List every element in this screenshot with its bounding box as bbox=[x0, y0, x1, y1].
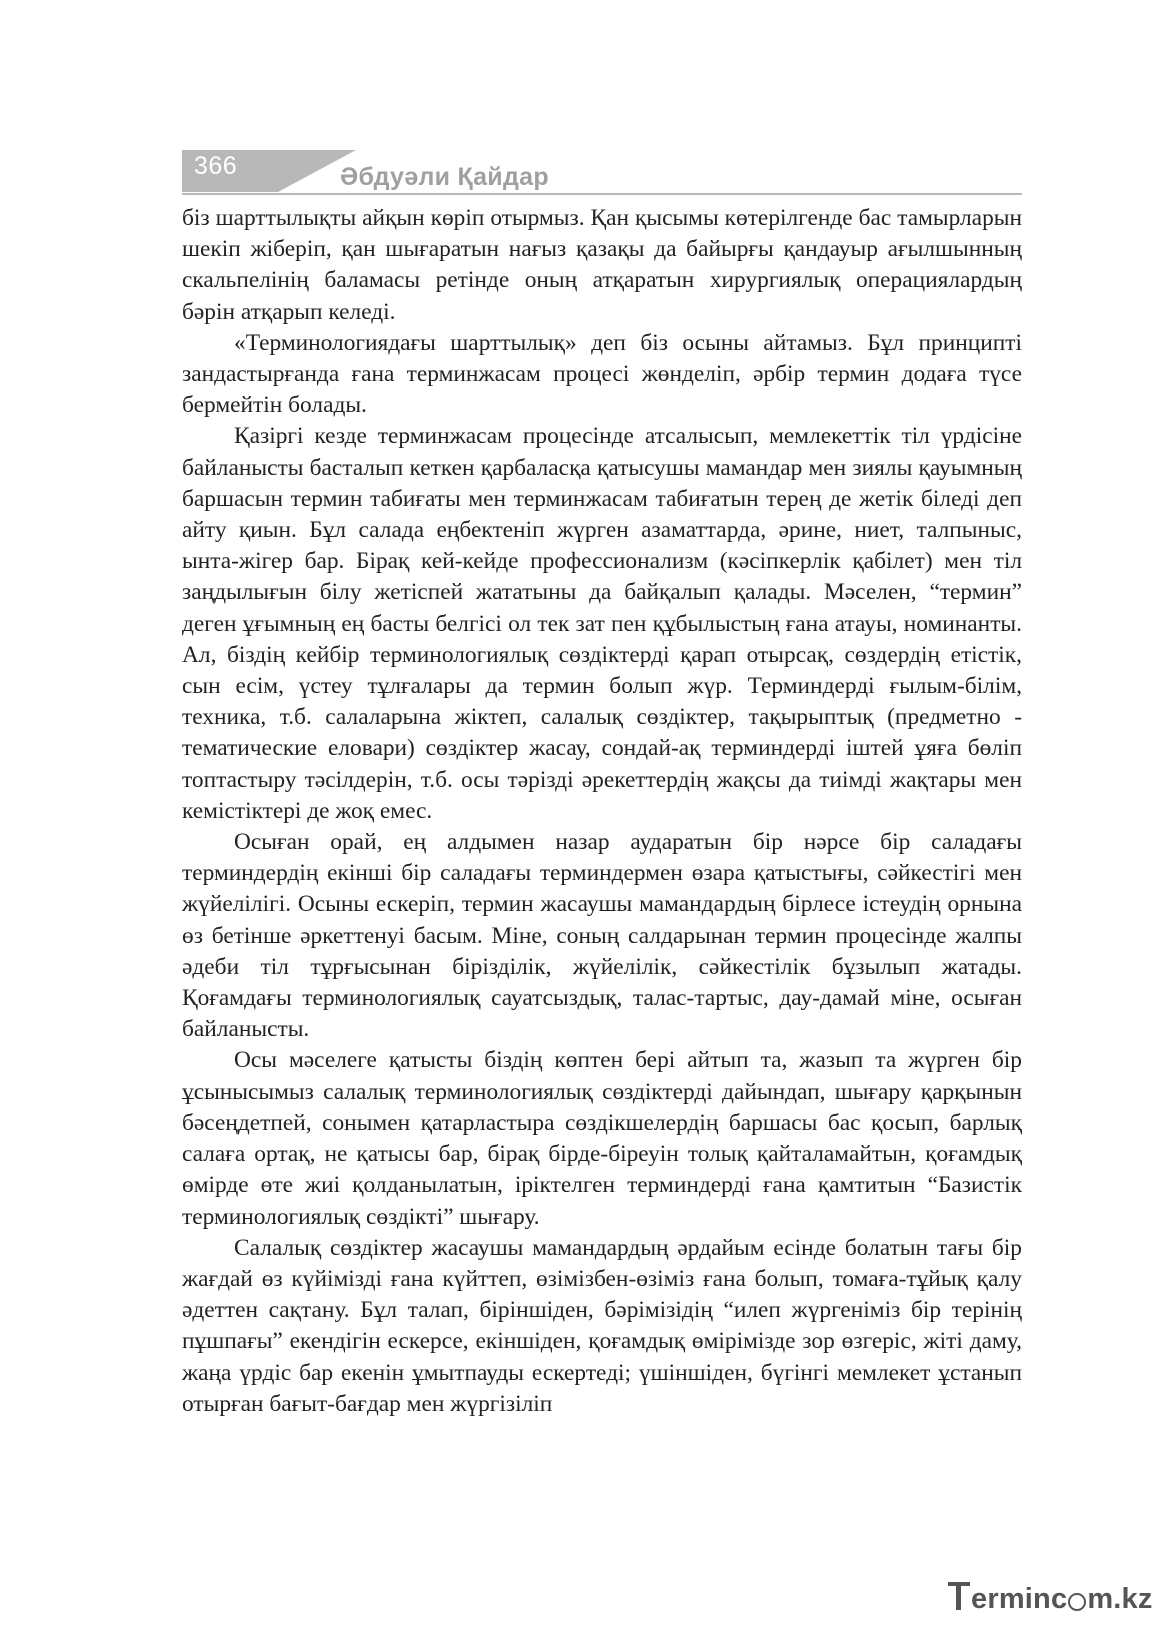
paragraph-1: біз шарттылықты айқын көріп отырмыз. Қан қысымы көтерілгенде бас тамырларын шекіп жіберіп, қан шығаратын нағыз қазақы да байырғы қандауыр ағылшынның скальпелінің баламасы ретінде оның атқаратын хирургиялық операциялардың бәрін атқарып келеді. bbox=[182, 205, 1022, 325]
header-rule bbox=[182, 193, 1022, 195]
watermark-t-logo-icon bbox=[948, 1580, 970, 1612]
watermark-o-logo-icon bbox=[1068, 1593, 1086, 1611]
paragraph-2: «Терминологиядағы шарттылық» деп біз осыны айтамыз. Бұл принципті зандастырғанда ғана терминжасам процесі жөнделіп, әрбір термин додаға түсе бермейтін болады. bbox=[182, 329, 1022, 419]
paragraph-6: Салалық сөздіктер жасаушы мамандардың әрдайым есінде болатын тағы бір жағдай өз күйімізді ғана күйттеп, өзімізбен-өзіміз ғана болып, томаға-тұйық қалу әдеттен сақтану. Бұл талап, біріншіден, бәрімізідің “илеп жүргеніміз бір терінің пұшпағы” екендігін ескерсе, екіншіден, қоғамдық өмірімізде зор өзгеріс, жіті даму, жаңа үрдіс бар екенін ұмытпауды ескертеді; үшіншіден, бүгінгі мемлекет ұстанып отырған бағыт-бағдар мен жүргізіліп bbox=[182, 1234, 1022, 1417]
page-number: 366 bbox=[194, 152, 238, 180]
page-number-tab bbox=[182, 150, 278, 192]
body-text bbox=[182, 203, 1022, 1420]
page-header bbox=[182, 150, 1022, 196]
paragraph-3: Қазіргі кезде терминжасам процесінде атсалысып, мемлекеттік тіл үрдісіне байланысты басталып кеткен қарбаласқа қатысушы мамандар мен зиялы қауымның баршасын термин табиғаты мен терминжасам табиғатын терең де жетік біледі деп айту қиын. Бұл салада еңбектеніп жүрген азаматтарда, әрине, ниет, талпыныс, ынта-жігер бар. Бірақ кей-кейде профессионализм (кәсіпкерлік қабілет) мен тіл заңдылығын білу жетіспей жататыны да байқалып қалады. Мәселен, “термин” деген ұғымның ең басты белгісі ол тек зат пен құбылыстың ғана атауы, номинанты. Ал, біздің кейбір терминологиялық сөздіктерді қарап отырсақ, сөздердің етістік, сын есім, үстеу тұлғалары да термин болып жүр. Терминдерді ғылым-білім, техника, т.б. салаларына жіктеп, салалық сөздіктер, тақырыптық (предметно - тематические еловари) сөздіктер жасау, сондай-ақ терминдерді іштей ұяға бөліп топтастыру тәсілдерін, т.б. осы тәрізді әрекеттердің жақсы да тиімді жақтары мен кемістіктері де жоқ емес. bbox=[182, 423, 1022, 824]
paragraph-4: Осыған орай, ең алдымен назар аударатын бір нәрсе бір саладағы терминдердің екінші бір саладағы терминдермен өзара қатыстығы, сәйкестігі мен жүйелілігі. Осыны ескеріп, термин жасаушы мамандардың бірлесе істеудің орнына өз бетінше әркеттенуі басым. Міне, соның салдарынан термин процесінде жалпы әдеби тіл тұрғысынан бірізділік, жүйелілік, сәйкестілік бұзылып жатады. Қоғамдағы терминологиялық сауатсыздық, талас-тартыс, дау-дамай міне, осыған байланысты. bbox=[182, 829, 1022, 1043]
termincom-watermark bbox=[948, 1580, 1153, 1624]
running-head-author: Әбдуәли Қайдар bbox=[340, 163, 549, 191]
watermark-text-part1: erminc bbox=[971, 1583, 1068, 1615]
watermark-text-part2: m.kz bbox=[1087, 1583, 1153, 1615]
paragraph-5: Осы мәселеге қатысты біздің көптен бері айтып та, жазып та жүрген бір ұсынысымыз салалық терминологиялық сөздіктерді дайындап, шығару қарқынын бәсеңдетпей, сонымен қатарластыра сөздікшелердің баршасы бас қосып, барлық салаға ортақ, не қатысы бар, бірақ бірде-біреуін толық қайталамайтын, қоғамдық өмірде өте жиі қолданылатын, іріктелген терминдерді ғана қамтитын “Базистік терминологиялық сөздікті” шығару. bbox=[182, 1047, 1022, 1230]
